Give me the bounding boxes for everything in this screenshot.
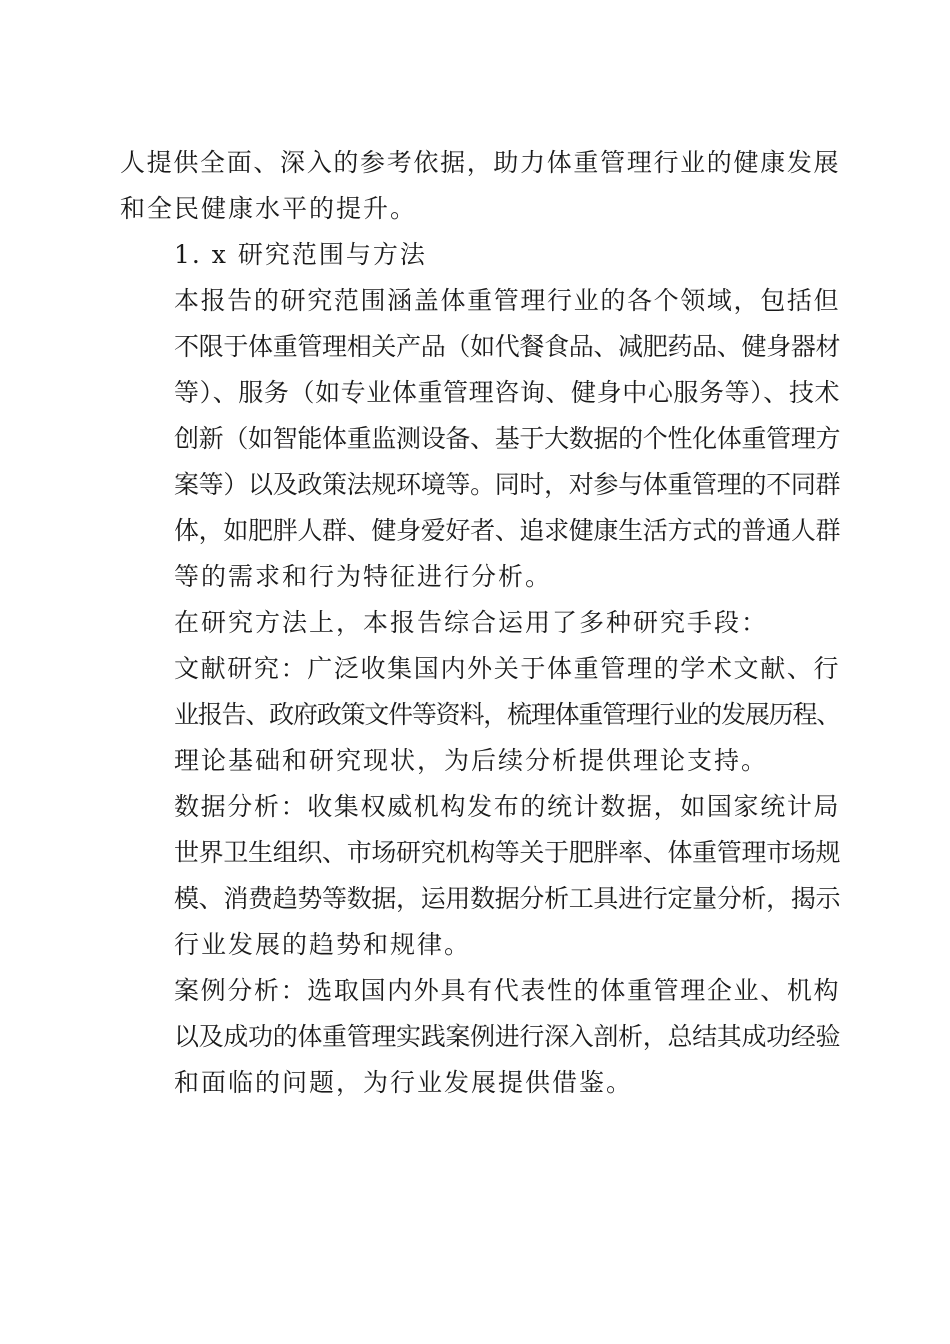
text-line: 和全民健康水平的提升。 [120, 194, 418, 223]
text-line: 在研究方法上，本报告综合运用了多种研究手段： [174, 608, 769, 637]
paragraph-methods-intro [120, 600, 840, 646]
text-line: 和面临的问题，为行业发展提供借鉴。 [174, 1068, 634, 1097]
text-line: 创新（如智能体重监测设备、基于大数据的个性化体重管理方 [174, 424, 840, 453]
text-line: 案等）以及政策法规环境等。同时，对参与体重管理的不同群 [174, 470, 840, 499]
text-line: 1. x 研究范围与方法 [174, 240, 427, 269]
text-line: 文献研究：广泛收集国内外关于体重管理的学术文献、行 [174, 654, 840, 683]
text-line: 业报告、政府政策文件等资料，梳理体重管理行业的发展历程、 [174, 700, 840, 729]
paragraph-scope [120, 278, 840, 600]
text-line: 数据分析：收集权威机构发布的统计数据，如国家统计局 [174, 792, 840, 821]
text-line: 人提供全面、深入的参考依据，助力体重管理行业的健康发展 [120, 148, 840, 177]
text-line: 案例分析：选取国内外具有代表性的体重管理企业、机构 [174, 976, 840, 1005]
text-line: 以及成功的体重管理实践案例进行深入剖析，总结其成功经验 [174, 1022, 840, 1051]
paragraph-data-analysis [120, 784, 840, 968]
text-line: 行业发展的趋势和规律。 [174, 930, 472, 959]
text-line: 世界卫生组织、市场研究机构等关于肥胖率、体重管理市场规 [174, 838, 840, 867]
paragraph-section-heading [120, 232, 840, 278]
text-line: 体，如肥胖人群、健身爱好者、追求健康生活方式的普通人群 [174, 516, 840, 545]
paragraph-case-analysis [120, 968, 840, 1106]
text-line: 模、消费趋势等数据，运用数据分析工具进行定量分析，揭示 [174, 884, 840, 913]
text-line: 等）、服务（如专业体重管理咨询、健身中心服务等）、技术 [174, 378, 840, 407]
text-line: 理论基础和研究现状，为后续分析提供理论支持。 [174, 746, 769, 775]
paragraph-literature [120, 646, 840, 784]
document-body [120, 140, 840, 1106]
text-line: 等的需求和行为特征进行分析。 [174, 562, 553, 591]
paragraph-intro-tail [120, 140, 840, 232]
text-line: 不限于体重管理相关产品（如代餐食品、减肥药品、健身器材 [174, 332, 840, 361]
text-line: 本报告的研究范围涵盖体重管理行业的各个领域，包括但 [174, 286, 840, 315]
